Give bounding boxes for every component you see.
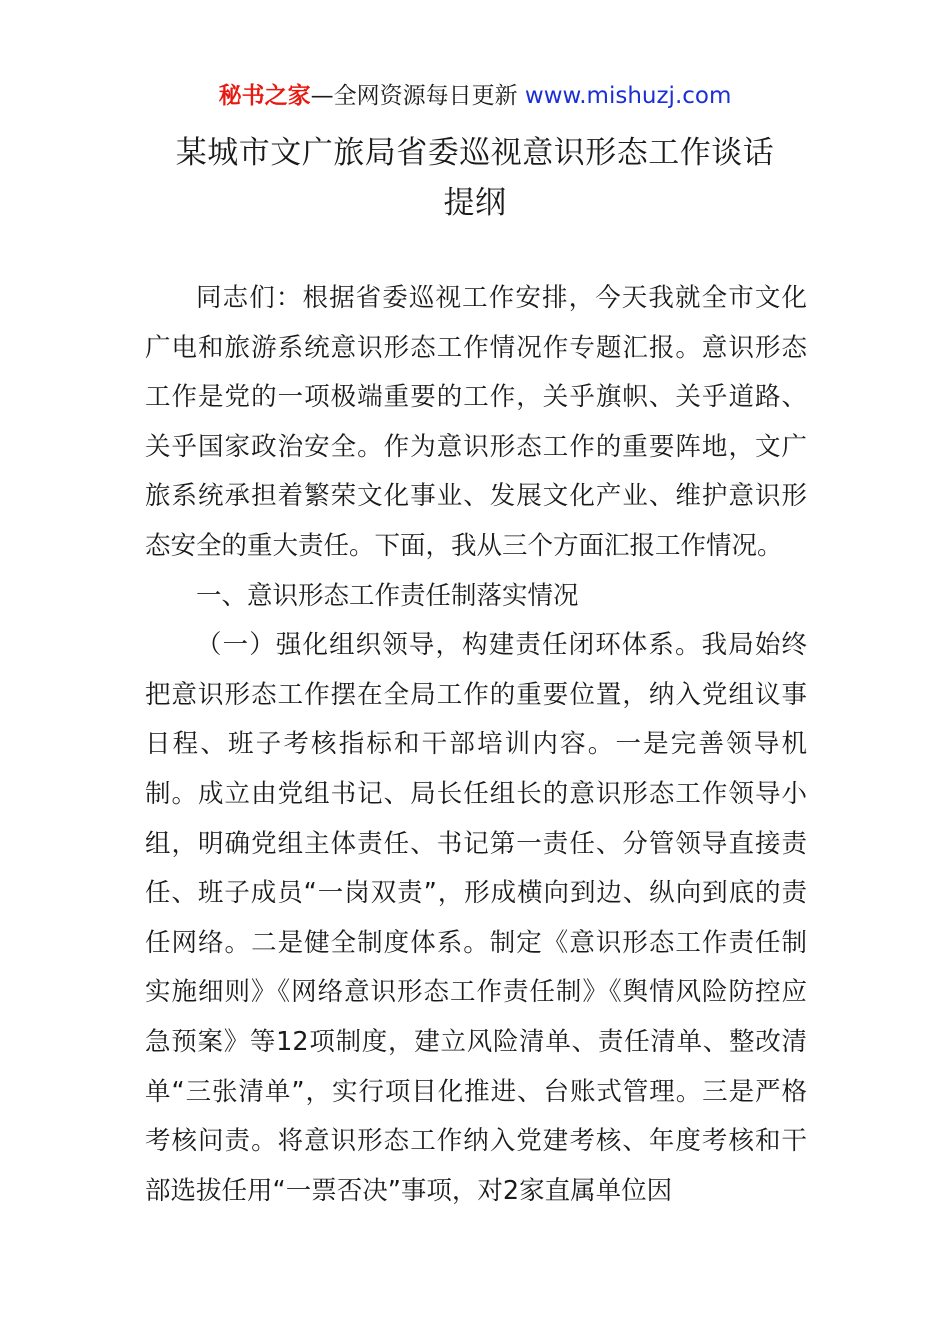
- document-title: [120, 128, 830, 228]
- brand-name: 秘书之家: [218, 83, 311, 109]
- paragraph-section-1-1: （一）强化组织领导，构建责任闭环体系。我局始终把意识形态工作摆在全局工作的重要位置，纳入党组议事日程、班子考核指标和干部培训内容。一是完善领导机制。成立由党组书记、局长任组长的意识形态工作领导小组，明确党组主体责任、书记第一责任、分管领导直接责任、班子成员“一岗双责”，形成横向到边、纵向到底的责任网络。二是健全制度体系。制定《意识形态工作责任制实施细则》《网络意识形态工作责任制》《舆情风险防控应急预案》等12项制度，建立风险清单、责任清单、整改清单“三张清单”，实行项目化推进、台账式管理。三是严格考核问责。将意识形态工作纳入党建考核、年度考核和干部选拔任用“一票否决”事项，对2家直属单位因: [145, 630, 807, 1206]
- title-line-1: 某城市文广旅局省委巡视意识形态工作谈话: [175, 135, 775, 171]
- section-heading: 一、意识形态工作责任制落实情况: [196, 580, 579, 611]
- watermark-header: [0, 80, 950, 112]
- paragraph-intro: 同志们：根据省委巡视工作安排，今天我就全市文化广电和旅游系统意识形态工作情况作专题汇报。意识形态工作是党的一项极端重要的工作，关乎旗帜、关乎道路、关乎国家政治安全。作为意识形态工作的重要阵地，文广旅系统承担着繁荣文化事业、发展文化产业、维护意识形态安全的重大责任。下面，我从三个方面汇报工作情况。: [145, 283, 807, 561]
- website-link[interactable]: www.mishuzj.com: [524, 83, 732, 109]
- document-body: [145, 274, 807, 1216]
- brand-slogan: —全网资源每日更新: [310, 83, 518, 109]
- title-line-2: 提纲: [443, 185, 507, 221]
